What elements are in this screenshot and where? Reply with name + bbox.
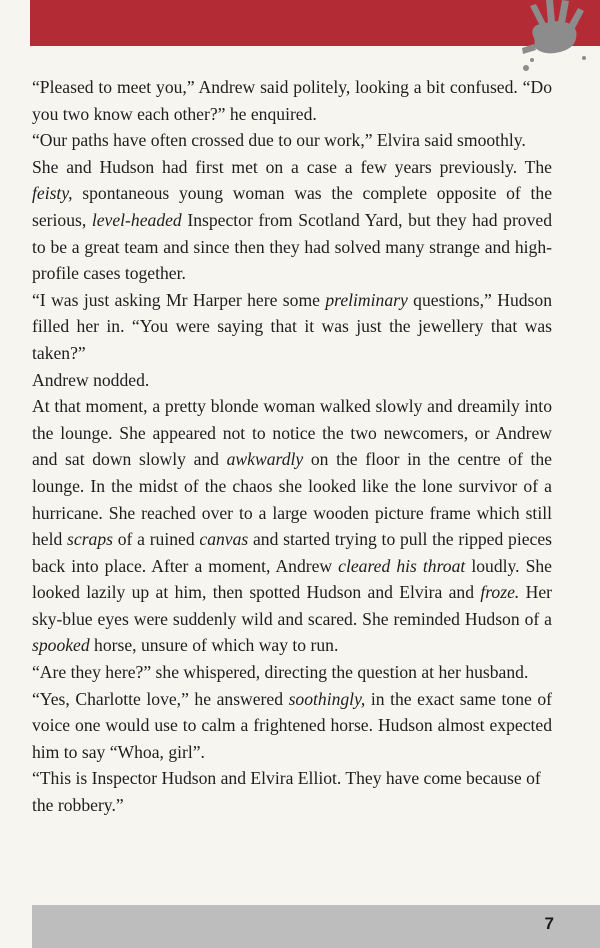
text-run: questions,” Hudson filled her in. “You were saying that it was just the jewellery that was taken?” — [32, 289, 552, 363]
italic-text: canvas — [199, 529, 249, 550]
italic-text: froze. — [480, 582, 520, 603]
italic-text: level-headed — [91, 209, 182, 230]
italic-text: awkwardly — [226, 449, 304, 470]
hand-print-icon — [520, 0, 592, 76]
italic-text: cleared his throat — [338, 555, 466, 576]
paragraph-3 — [32, 154, 552, 287]
text-run: She and Hudson had first met on a case a few years previously. The — [32, 156, 552, 177]
paragraph-6 — [32, 393, 552, 659]
italic-text: feisty, — [32, 183, 73, 204]
italic-text: spooked — [32, 635, 90, 656]
footer-bar — [32, 905, 600, 948]
italic-text: scraps — [67, 529, 113, 550]
paragraph-5 — [32, 367, 552, 394]
text-run: At that moment, a pretty blonde woman walked slowly and dreamily into the lounge. She appeared not to notice the two newcomers, or Andrew and sat down slowly and — [32, 396, 552, 470]
paragraph-7 — [32, 659, 552, 686]
header-bar — [30, 0, 600, 46]
text-run: loudly. She looked lazily up at him, then spotted Hudson and Elvira and — [32, 555, 552, 603]
text-run: on the floor in the centre of the lounge. In the midst of the chaos she looked like the lone survivor of a hurricane. She reached over to a large wooden picture frame which still held — [32, 449, 552, 550]
text-run: “This is Inspector Hudson and Elvira Elliot. They have come because of the robbery.” — [32, 768, 541, 816]
text-run: Andrew nodded. — [32, 369, 150, 390]
book-text — [32, 74, 552, 819]
text-run: “Pleased to meet you,” Andrew said politely, looking a bit confused. “Do you two know each other?” he enquired. — [32, 77, 552, 124]
paragraph-9 — [32, 765, 552, 818]
text-run: “Our paths have often crossed due to our work,” Elvira said smoothly. — [32, 130, 526, 151]
text-run: “Are they here?” she whispered, directing the question at her husband. — [32, 662, 529, 683]
text-run: of a ruined — [113, 529, 200, 550]
italic-text: soothingly, — [288, 688, 366, 709]
paragraph-8 — [32, 686, 552, 766]
paragraph-4 — [32, 287, 552, 367]
text-run: Inspector from Scotland Yard, but they had proved to be a great team and since then they had solved many strange and high-profile cases together. — [32, 209, 553, 284]
text-run: “Yes, Charlotte love,” he answered — [32, 688, 289, 709]
text-run: horse, unsure of which way to run. — [89, 635, 339, 656]
paragraph-1 — [32, 74, 552, 127]
text-run: Her sky-blue eyes were suddenly wild and scared. She reminded Hudson of a — [32, 582, 552, 629]
text-run: in the exact same tone of voice one would use to calm a frightened horse. Hudson almost expected him to say “Whoa, girl”. — [32, 688, 553, 762]
text-run: spontaneous young woman was the complete opposite of the serious, — [32, 183, 552, 230]
text-run: and started trying to pull the ripped pieces back into place. After a moment, Andrew — [32, 529, 552, 576]
page-number: 7 — [544, 914, 554, 933]
paragraph-2 — [32, 127, 552, 154]
italic-text: preliminary — [325, 289, 408, 310]
text-run: “I was just asking Mr Harper here some — [32, 289, 326, 310]
